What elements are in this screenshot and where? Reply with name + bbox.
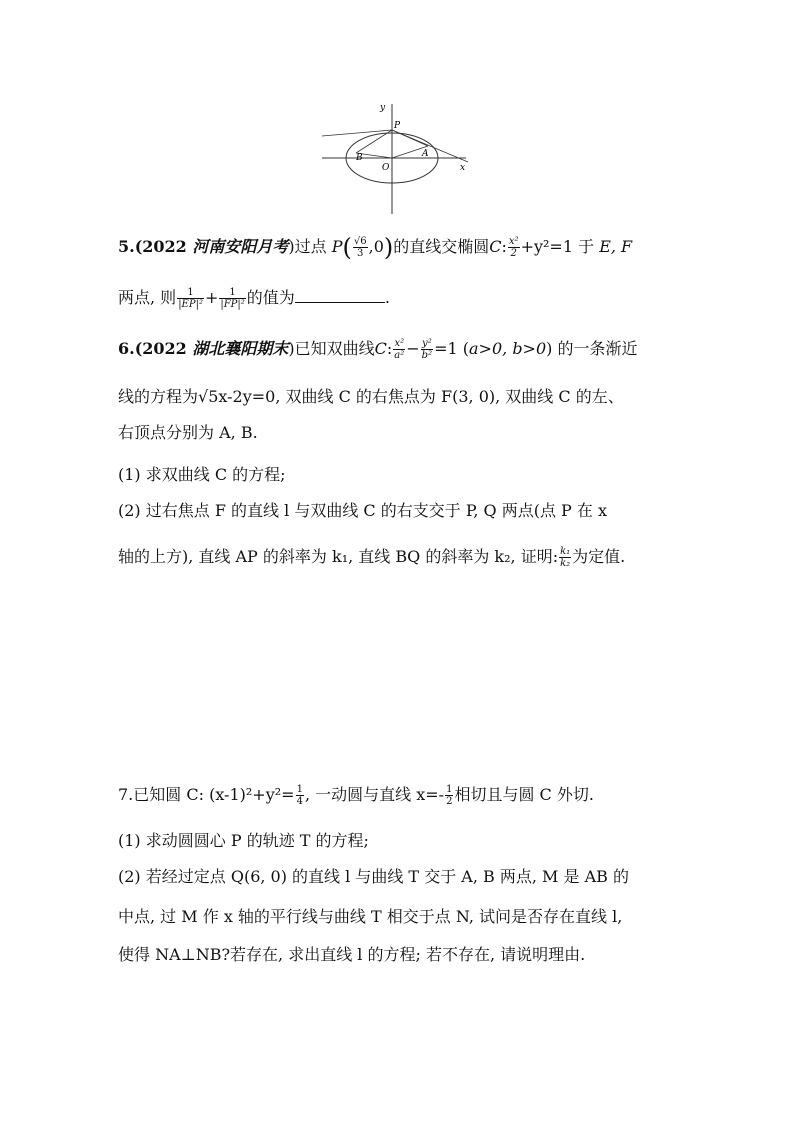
frac-den: a² bbox=[394, 350, 405, 361]
q6-line-1 bbox=[118, 338, 637, 361]
frac-num: y² bbox=[422, 338, 432, 349]
q7-line-3: (2) 若经过定点 Q(6, 0) 的直线 l 与曲线 T 交于 A, B 两点, M 是 AB 的 bbox=[118, 867, 629, 886]
label-P: P bbox=[394, 121, 401, 131]
q5-point-P: P bbox=[331, 237, 343, 256]
label-B: B bbox=[356, 153, 363, 163]
q6-text-constant: 为定值. bbox=[572, 547, 626, 566]
q7-line-5: 使得 NA⊥NB?若存在, 求出直线 l 的方程; 若不存在, 请说明理由. bbox=[118, 945, 586, 964]
q5-text-c: 的直线交椭圆 bbox=[393, 237, 490, 256]
frac-num: √6 bbox=[353, 236, 367, 247]
label-A: A bbox=[422, 149, 429, 159]
frac-den: |FP|² bbox=[220, 299, 245, 310]
frac-den: |EP|² bbox=[178, 299, 203, 310]
q5-line-1 bbox=[118, 233, 633, 262]
q6-source: 湖北襄阳期末 bbox=[186, 339, 289, 358]
q5-plus-y2: +y²=1 于 bbox=[520, 237, 600, 256]
q7-text-a: 7.已知圆 C: (x-1)²+y²= bbox=[118, 785, 295, 804]
q6-line-6 bbox=[118, 546, 625, 569]
frac-num: x² bbox=[394, 338, 405, 349]
ellipse-figure bbox=[318, 98, 478, 218]
q5-line-2 bbox=[118, 286, 390, 310]
q5-text-value: 的值为 bbox=[246, 288, 295, 307]
q5-dot: . bbox=[384, 288, 390, 307]
q5-frac-x2-2 bbox=[508, 236, 520, 259]
q6-text-slopes: 轴的上方), 直线 AP 的斜率为 k₁, 直线 BQ 的斜率为 k₂, 证明: bbox=[118, 547, 559, 566]
q6-condition: a>0, b>0 bbox=[469, 339, 547, 358]
right-paren: ) bbox=[383, 233, 394, 262]
frac-den: 2 bbox=[510, 248, 517, 259]
q6-text-a: )已知双曲线 bbox=[288, 339, 375, 358]
q6-frac-y2-b2 bbox=[421, 338, 433, 361]
q7-frac-1-4 bbox=[296, 784, 304, 807]
q6-number: 6.(2022 bbox=[118, 339, 187, 358]
q6-line-4: (1) 求双曲线 C 的方程; bbox=[118, 465, 286, 484]
label-y: y bbox=[380, 103, 386, 113]
q5-frac-FP bbox=[219, 287, 245, 310]
frac-num: 1 bbox=[296, 784, 303, 795]
left-paren: ( bbox=[342, 233, 352, 262]
q7-text-c: 相切且与圆 C 外切. bbox=[454, 785, 594, 804]
label-x: x bbox=[460, 163, 466, 173]
frac-den: k₂ bbox=[560, 558, 571, 569]
q5-text-two-points: 两点, 则 bbox=[118, 288, 177, 307]
segment-PA bbox=[392, 130, 428, 146]
q5-EF: E, F bbox=[599, 237, 633, 256]
q7-line-4: 中点, 过 M 作 x 轴的平行线与曲线 T 相交于点 N, 试问是否存在直线 l, bbox=[118, 907, 623, 926]
frac-den: 2 bbox=[446, 796, 453, 807]
q7-line-1 bbox=[118, 784, 594, 807]
q6-colon: : bbox=[386, 339, 393, 358]
q5-C: C bbox=[489, 237, 502, 256]
frac-num: x² bbox=[508, 236, 519, 247]
frac-num: 1 bbox=[177, 287, 204, 299]
q7-line-2: (1) 求动圆圆心 P 的轨迹 T 的方程; bbox=[118, 831, 369, 850]
segment-PB bbox=[356, 130, 392, 153]
q6-line-5: (2) 过右焦点 F 的直线 l 与双曲线 C 的右支交于 P, Q 两点(点 P 在 x bbox=[118, 501, 608, 520]
q6-frac-x2-a2 bbox=[393, 338, 405, 361]
q5-source: 河南安阳月考 bbox=[186, 237, 289, 256]
q6-C: C bbox=[374, 339, 387, 358]
q5-frac-EP bbox=[177, 287, 204, 310]
label-O: O bbox=[382, 163, 390, 173]
q6-text-d: ) 的一条渐近 bbox=[546, 339, 638, 358]
frac-den: 3 bbox=[357, 248, 364, 259]
q6-minus: − bbox=[406, 339, 420, 358]
frac-den: 4 bbox=[296, 796, 303, 807]
q7-frac-1-2 bbox=[445, 784, 453, 807]
q6-line-2: 线的方程为√5x-2y=0, 双曲线 C 的右焦点为 F(3, 0), 双曲线 C 的左、 bbox=[118, 387, 624, 406]
q5-colon: : bbox=[501, 237, 507, 256]
q5-answer-blank[interactable] bbox=[295, 286, 385, 303]
frac-den: b² bbox=[421, 350, 433, 361]
q5-number: 5.(2022 bbox=[118, 237, 187, 256]
q7-text-b: , 一动圆与直线 x=- bbox=[304, 785, 445, 804]
q5-plus: + bbox=[204, 288, 219, 307]
frac-num: 1 bbox=[446, 784, 453, 795]
line-through-B bbox=[322, 130, 392, 136]
q5-text-a: )过点 bbox=[288, 237, 332, 256]
q5-comma-zero: ,0 bbox=[368, 237, 384, 256]
q6-eq-one: =1 ( bbox=[434, 339, 470, 358]
q5-frac-sqrt6-3 bbox=[353, 236, 368, 259]
frac-num: k₁ bbox=[560, 546, 571, 557]
q6-line-3: 右顶点分别为 A, B. bbox=[118, 423, 258, 442]
frac-num: 1 bbox=[219, 287, 245, 299]
q6-frac-k1-k2 bbox=[559, 546, 571, 569]
